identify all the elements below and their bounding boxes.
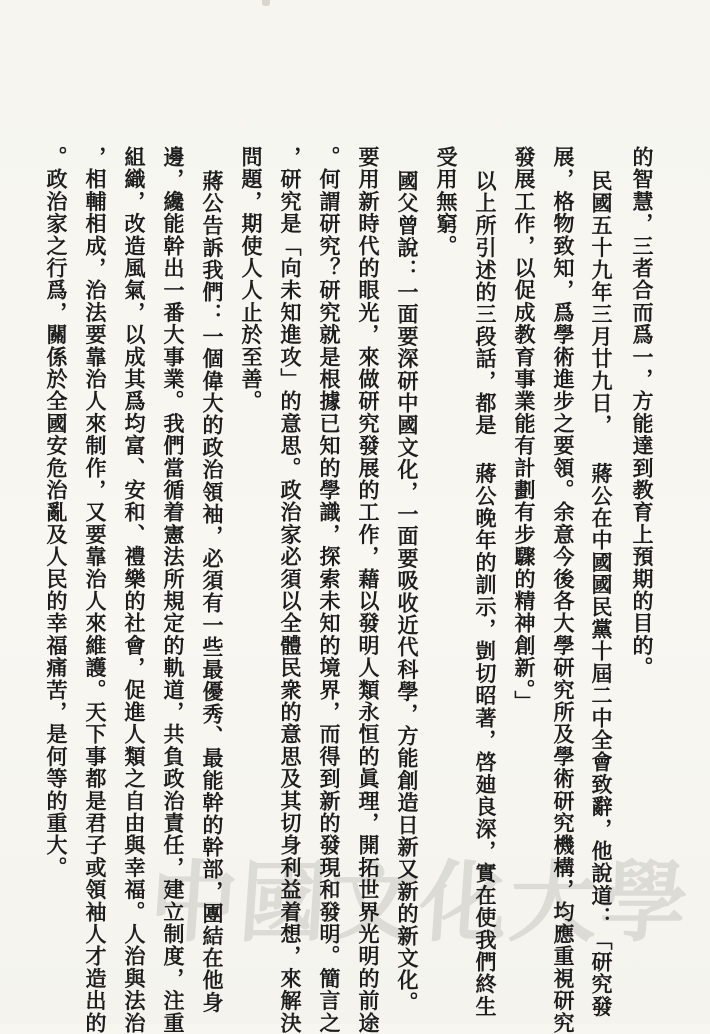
watermark-char: 文	[325, 850, 424, 954]
watermark-char: 學	[596, 850, 694, 954]
text-column-6: 受用無窮。	[434, 146, 459, 257]
text-column-16: 。政治家之行爲，關係於全國安危治亂及人民的幸福痛苦，是何等的重大。	[44, 146, 69, 879]
text-column-12: 蔣公告訴我們：一個偉大的政治領袖，必須有一些最優秀、最能幹的幹部，團結在他身	[200, 170, 225, 1014]
text-column-8: 要用新時代的眼光，來做研究發展的工作，藉以發明人類永恒的眞理，開拓世界光明的前途	[356, 146, 381, 1034]
text-column-2: 民國五十九年三月廿九日， 蔣公在中國國民黨十屆二中全會致辭，他說道：「研究發	[589, 170, 614, 1018]
university-watermark	[145, 850, 694, 954]
text-column-10: ，研究是「向未知進攻」的意思。政治家必須以全體民衆的意思及其切身利益着想，來解決	[278, 146, 303, 1034]
watermark-char: 大	[506, 850, 604, 954]
text-column-7: 國父曾說：一面要深研中國文化，一面要吸收近代科學，方能創造日新又新的新文化。	[395, 170, 420, 1014]
text-column-13: 邊，纔能幹出一番大事業。我們當循着憲法所規定的軌道，共負政治責任，建立制度，注重	[161, 146, 186, 1034]
text-column-3: 展，格物致知，爲學術進步之要領。余意今後各大學研究所及學術研究機構，均應重視研究	[551, 146, 576, 1034]
text-column-14: 組織，改造風氣，以成其爲均富、安和、禮樂的社會，促進人類之自由與幸福。人治與法治	[122, 146, 147, 1034]
watermark-char: 化	[415, 850, 514, 954]
watermark-char: 國	[235, 850, 334, 954]
watermark-char: 中	[145, 850, 244, 954]
text-column-15: ，相輔相成，治法要靠治人來制作，又要靠治人來維護。天下事都是君子或領袖人才造出的	[83, 146, 108, 1034]
text-column-5: 以上所引述的三段話，都是 蔣公晚年的訓示，剴切昭著，啓廸良深，實在使我們終生	[473, 170, 498, 1018]
text-column-9: 。何謂研究？研究就是根據已知的學識，探索未知的境界，而得到新的發現和發明。簡言之	[317, 146, 342, 1034]
page-top-mark	[262, 0, 270, 6]
text-column-4: 發展工作，以促成教育事業能有計劃有步驟的精神創新。」	[512, 146, 537, 713]
text-column-11: 問題，期使人人止於至善。	[239, 146, 264, 413]
text-column-1: 的智慧，三者合而爲一，方能達到教育上預期的目的。	[630, 146, 655, 679]
